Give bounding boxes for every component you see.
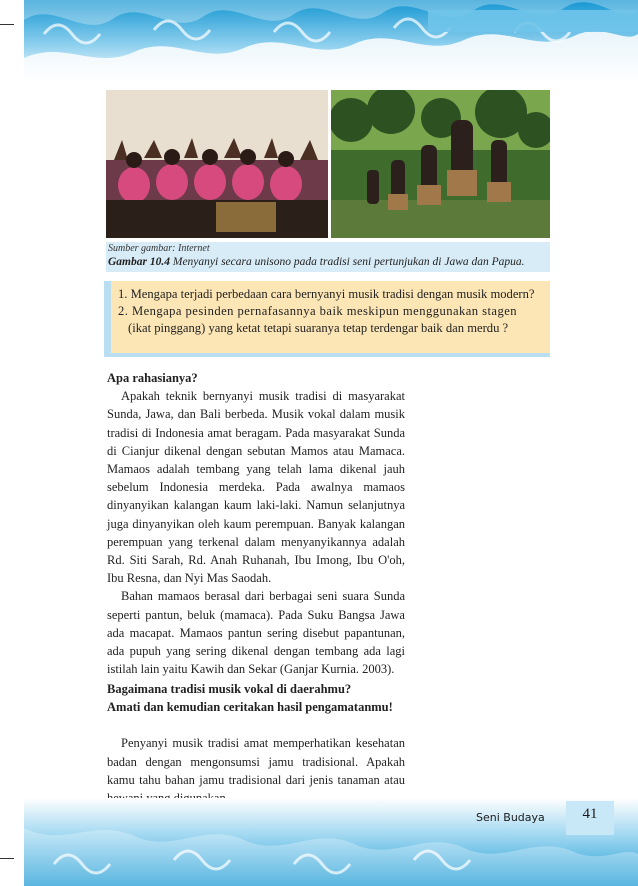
crop-mark <box>0 858 14 859</box>
section-instruction: Amati dan kemudian ceritakan hasil pengamatanmu! <box>107 700 393 715</box>
figure-caption-text: Menyanyi secara unisono pada tradisi seni pertunjukan di Jawa dan Papua. <box>169 256 525 268</box>
page-number: 41 <box>582 806 598 822</box>
section-tradisi-daerah <box>107 680 405 807</box>
question-line: 1. Mengapa terjadi perbedaan cara bernyanyi musik tradisi dengan musik modern? <box>118 287 535 301</box>
crop-mark <box>0 24 14 25</box>
footer-ornament-band <box>24 798 638 886</box>
section-heading: Apa rahasianya? <box>107 371 198 385</box>
figure-source: Sumber gambar: Internet <box>108 243 210 254</box>
header-ornament-band <box>24 0 638 82</box>
paragraph: Apakah teknik bernyanyi musik tradisi di masyarakat Sunda, Jawa, dan Bali berbeda. Musik vokal dalam musik tradisi di Indonesia amat beragam. Pada masyarakat Sunda di Cianjur dikenal dengan sebutan Mamos atau Mamaca. Mamaos adalah tembang yang telah lama dikenal jauh sebelum Indonesia merdeka. Pada awalnya mamaos dinyanyikan kalangan kaum laki-laki. Namun selanjutnya juga dinyanyikan oleh kaum perempuan. Banyak kalangan perempuan yang terkenal dalam menyanyikannya adalah Rd. Siti Sarah, Rd. Anah Ruhanah, Ibu Imong, Ibu O'oh, Ibu Resna, dan Nyi Mas Saodah. <box>107 389 405 586</box>
section-rahasia <box>107 369 405 678</box>
figure-caption <box>108 256 525 268</box>
book-title: Seni Budaya <box>476 811 545 824</box>
photo-papuan-dancers <box>331 90 550 238</box>
paragraph: Bahan mamaos berasal dari berbagai seni suara Sunda seperti pantun, beluk (mamaca). Pada Suku Bangsa Jawa ada macapat. Mamaos pantun sering disebut papantunan, ada pupuh yang sering dikenal dengan tembang ada lagi istilah lain yaitu Kawih dan Sekar (Ganjar Kurnia. 2003). <box>107 589 405 677</box>
figure-caption-label: Gambar 10.4 <box>108 256 170 268</box>
question-line: 2. Mengapa pesinden pernafasannya baik meskipun menggunakan stagen <box>118 304 518 318</box>
photo-javanese-singers <box>106 90 328 238</box>
section-heading: Bagaimana tradisi musik vokal di daerahmu? <box>107 682 352 696</box>
question-line: (ikat pinggang) yang ketat tetapi suaranya tetap terdengar baik dan merdu ? <box>128 321 509 335</box>
paragraph: Penyanyi musik tradisi amat memperhatikan kesehatan badan dengan mengonsumsi jamu tradisional. Apakah kamu tahu bahan jamu tradisional dari jenis tanaman atau <box>107 736 405 787</box>
